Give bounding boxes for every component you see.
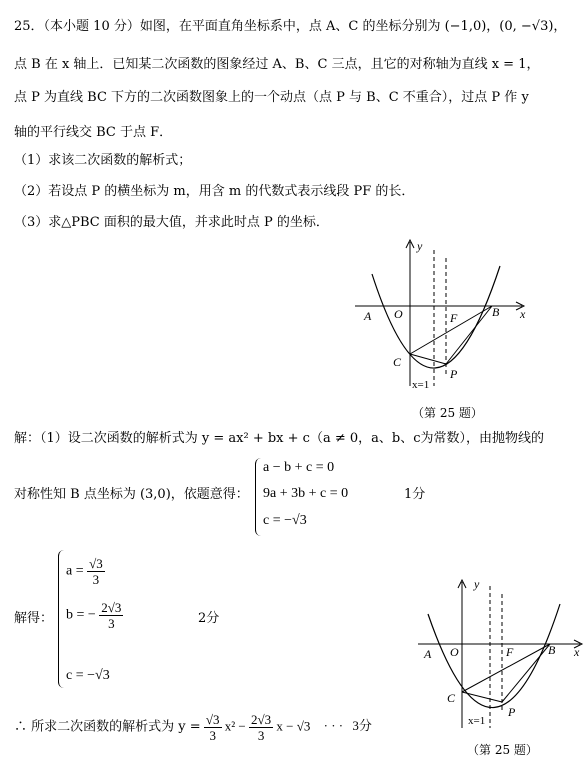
figure-25-bottom (414, 574, 588, 736)
label-x: x (520, 307, 526, 321)
solved-c: c = −√3 (66, 668, 110, 683)
b-denominator: 3 (108, 616, 115, 631)
problem-line-3: 点 P 为直线 BC 下方的二次函数图象上的一个动点（点 P 与 B、C 不重合），过点 P 作 y (14, 90, 529, 105)
question-2: （2）若设点 P 的横坐标为 m，用含 m 的代数式表示线段 PF 的长． (14, 184, 415, 199)
ellipsis: · · · (323, 718, 344, 734)
label-O: O (450, 645, 459, 659)
solution-line-2: 对称性知 B 点坐标为 (3,0)，依题意得： (14, 487, 249, 502)
label-C: C (393, 355, 402, 369)
problem-line-2: 点 B 在 x 轴上．已知某二次函数的图象经过 A、B、C 三点，且它的对称轴为直线 x = 1， (14, 57, 540, 72)
b-numerator: 2√3 (101, 600, 122, 615)
system-brace (255, 458, 262, 536)
solution-line-1: 解：（1）设二次函数的解析式为 y = ax² + bx + c（a ≠ 0，a、b、c为常数），由抛物线的 (14, 431, 544, 446)
figure-caption-top: （第 25 题） (412, 406, 483, 420)
label-P: P (508, 705, 516, 719)
problem-line-1: 25．（本小题 10 分）如图，在平面直角坐标系中，点 A、C 的坐标分别为 (−1,0)，(0, −√3)， (14, 19, 567, 34)
label-C: C (447, 691, 456, 705)
figure-25-top (350, 236, 540, 396)
label-A: A (364, 309, 372, 323)
score-2: 2分 (198, 611, 220, 626)
label-x: x (574, 645, 580, 659)
score-3: 3分 (352, 718, 372, 734)
label-axis: x=1 (468, 715, 486, 727)
figure-caption-bottom: （第 25 题） (467, 743, 538, 757)
system-eq-2: 9a + 3b + c = 0 (263, 486, 349, 501)
question-3: （3）求△PBC 面积的最大值，并求此时点 P 的坐标． (14, 215, 329, 230)
final-answer: ∴ 所求二次函数的解析式为 y = $\frac{√3}{3}$ x² − $\frac{2√3}{3}$ x − √3 · · · 3分 (14, 712, 372, 743)
label-B: B (492, 305, 500, 319)
solved-b: b = − $\frac{2√3}{3}$ (66, 600, 122, 631)
label-axis: x=1 (412, 379, 430, 391)
label-y: y (417, 239, 423, 253)
solved-a: a = $\frac{√3}{3}$ (66, 556, 103, 587)
label-B: B (548, 643, 556, 657)
system-eq-3: c = −√3 (263, 513, 307, 528)
label-F: F (450, 311, 458, 325)
label-y: y (474, 577, 480, 591)
label-O: O (394, 307, 403, 321)
label-P: P (450, 367, 458, 381)
a-denominator: 3 (92, 572, 100, 587)
solved-brace (58, 550, 65, 688)
a-numerator: √3 (89, 556, 103, 571)
problem-line-4: 轴的平行线交 BC 于点 F． (14, 125, 173, 140)
label-F: F (506, 645, 514, 659)
label-A: A (424, 647, 432, 661)
system-eq-1: a − b + c = 0 (263, 460, 335, 475)
solved-label: 解得： (14, 611, 54, 626)
question-1: （1）求该二次函数的解析式； (14, 153, 192, 168)
score-1: 1分 (404, 487, 426, 502)
